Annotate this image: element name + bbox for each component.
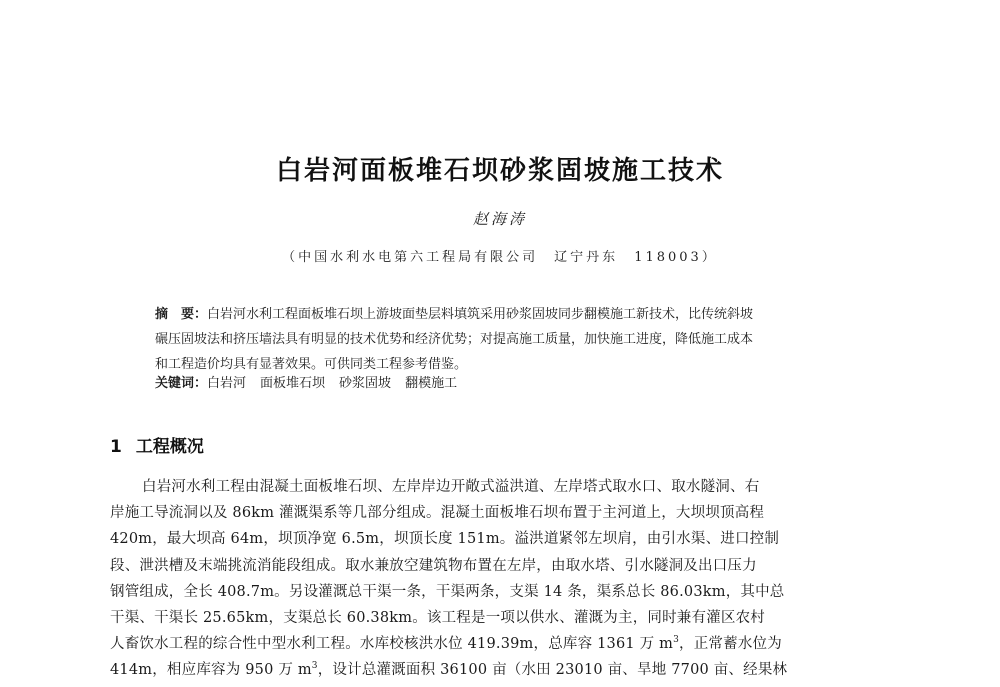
paper-title: 白岩河面板堆石坝砂浆固坡施工技术 <box>275 156 724 186</box>
section-body <box>110 474 890 684</box>
body-line-8-text: 414m，相应库容为 950 万 m <box>110 662 312 679</box>
affiliation-org: （中国水利水电第六工程局有限公司 <box>282 250 539 265</box>
body-line: 段、泄洪槽及末端挑流消能段组成。取水兼放空建筑物布置在左岸，由取水塔、引水隧洞及出口压力 <box>110 557 757 574</box>
keyword-item: 白岩河 <box>207 376 247 391</box>
abstract-line-2: 碾压固坡法和挤压墙法具有明显的技术优势和经济优势；对提高施工质量，加快施工进度，降低施工成本 <box>155 332 754 347</box>
body-line-7-tail: ，正常蓄水位为 <box>679 636 782 653</box>
body-line: 白岩河水利工程由混凝土面板堆石坝、左岸岸边开敞式溢洪道、左岸塔式取水口、取水隧洞、右 <box>142 479 760 495</box>
body-line-7-text: 人畜饮水工程的综合性中型水利工程。水库校核洪水位 419.39m，总库容 1361 万 m <box>110 636 674 653</box>
affiliation-postcode: 118003） <box>634 250 718 265</box>
section-number: 1 <box>110 437 122 457</box>
keyword-item: 翻模施工 <box>405 376 458 391</box>
author-name: 赵海涛 <box>472 210 527 228</box>
superscript: 3 <box>673 635 680 646</box>
keyword-item: 砂浆固坡 <box>339 376 392 391</box>
section-title: 工程概况 <box>135 437 204 457</box>
body-line: 岸施工导流洞以及 86km 灌溉渠系等几部分组成。混凝土面板堆石坝布置于主河道上，大坝坝顶高程 <box>110 505 765 522</box>
body-line-8 <box>110 657 890 683</box>
abstract-line-3: 和工程造价均具有显著效果。可供同类工程参考借鉴。 <box>155 357 468 372</box>
abstract-label: 摘 要： <box>155 307 208 322</box>
keywords <box>155 374 471 394</box>
keywords-label: 关键词： <box>155 376 208 391</box>
keyword-item: 面板堆石坝 <box>260 376 326 391</box>
body-line: 420m，最大坝高 64m，坝顶净宽 6.5m，坝顶长度 151m。溢洪道紧邻左坝肩，由引水渠、进口控制 <box>110 531 780 548</box>
abstract <box>155 302 875 377</box>
body-line: 干渠、干渠长 25.65km，支渠总长 60.38km。该工程是一项以供水、灌溉为主，同时兼有灌区农村 <box>110 610 766 627</box>
body-line-7 <box>110 631 890 657</box>
abstract-text-1: 白岩河水利工程面板堆石坝上游坡面垫层料填筑采用砂浆固坡同步翻模施工新技术，比传统斜坡 <box>207 307 754 322</box>
affiliation-location: 辽宁丹东 <box>554 250 619 265</box>
body-line-8-tail: ，设计总灌溉面积 36100 亩（水田 23010 亩、旱地 7700 亩、经果林 <box>317 662 788 679</box>
abstract-line-1 <box>155 302 875 327</box>
author-affiliation <box>0 246 1000 265</box>
section-heading <box>110 432 204 457</box>
body-line: 钢管组成，全长 408.7m。另设灌溉总干渠一条，干渠两条，支渠 14 条，渠系总长 86.03km，其中总 <box>110 583 785 600</box>
superscript: 3 <box>311 661 318 672</box>
